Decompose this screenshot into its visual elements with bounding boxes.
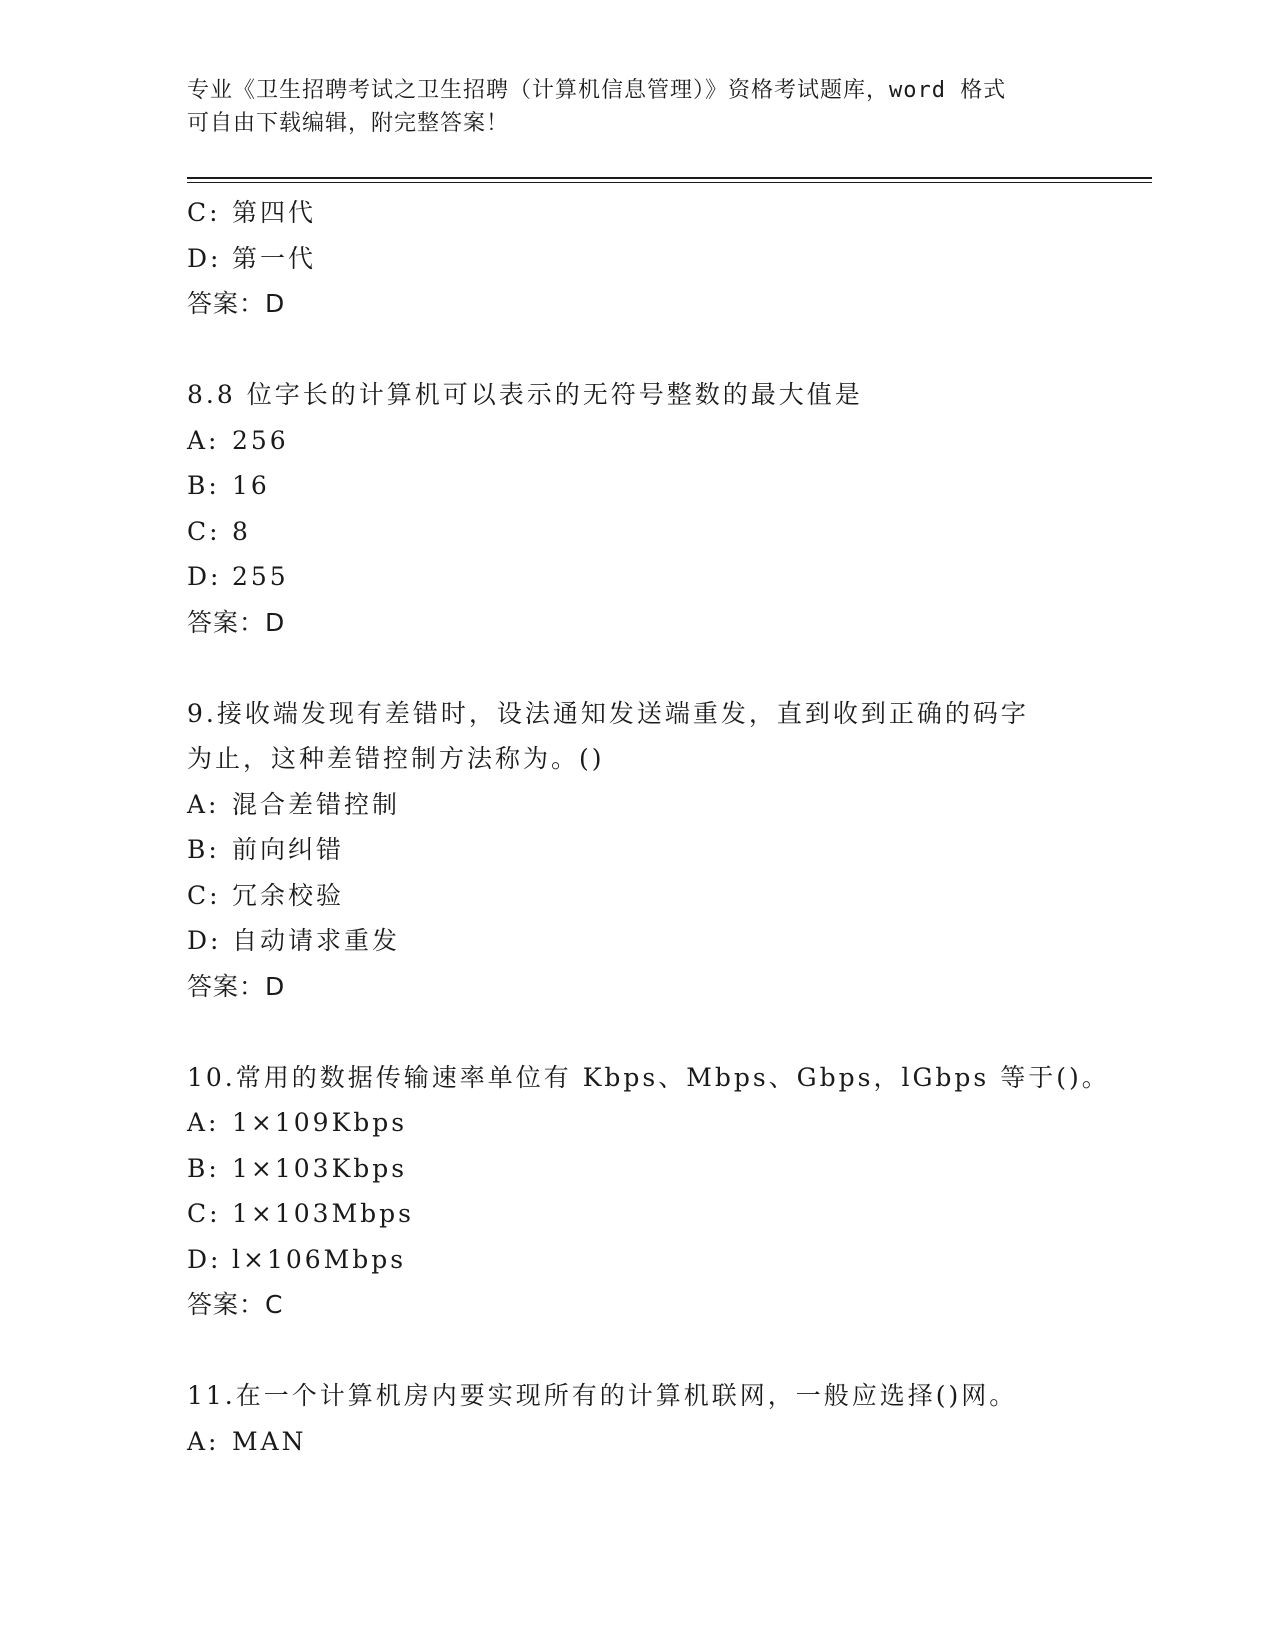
option-c: C: 8	[187, 516, 251, 546]
option-b: B: 前向纠错	[187, 835, 345, 864]
header-line-1: 专业《卫生招聘考试之卫生招聘（计算机信息管理）》资格考试题库，word 格式	[187, 78, 1007, 103]
option-c: C: 1×103Mbps	[187, 1199, 415, 1228]
option-a: A: MAN	[187, 1426, 307, 1456]
option-c: C: 第四代	[187, 198, 317, 227]
header-line-2: 可自由下载编辑，附完整答案！	[187, 111, 510, 136]
answer-line: 答案：D	[187, 289, 286, 318]
header-rule-thin	[187, 182, 1152, 183]
option-d: D: 第一代	[187, 243, 317, 273]
option-b: B: 16	[187, 471, 270, 500]
question-list	[187, 190, 1110, 1464]
option-a: A: 1×109Kbps	[187, 1108, 408, 1137]
document-header	[187, 74, 1087, 140]
option-d: D: 自动请求重发	[187, 926, 401, 955]
question-text-line-2: 为止，这种差错控制方法称为。()	[187, 744, 605, 773]
question-block-9	[187, 691, 1087, 1010]
answer-line: 答案：D	[187, 607, 286, 637]
option-d: D: 255	[187, 562, 289, 591]
question-block-8	[187, 372, 1087, 645]
answer-line: 答案：D	[187, 971, 286, 1001]
header-rule-thick	[187, 177, 1152, 179]
question-block-10	[187, 1055, 1110, 1328]
option-d: D: l×106Mbps	[187, 1244, 407, 1274]
question-text-line-1: 9.接收端发现有差错时，设法通知发送端重发，直到收到正确的码字	[187, 698, 1029, 728]
question-text: 11.在一个计算机房内要实现所有的计算机联网，一般应选择()网。	[187, 1381, 1018, 1410]
answer-line: 答案：C	[187, 1290, 284, 1319]
question-text: 8.8 位字长的计算机可以表示的无符号整数的最大值是	[187, 380, 863, 409]
option-a: A: 256	[187, 425, 289, 455]
option-b: B: 1×103Kbps	[187, 1153, 408, 1183]
option-a: A: 混合差错控制	[187, 789, 401, 819]
question-text: 10.常用的数据传输速率单位有 Kbps、Mbps、Gbps，lGbps 等于()。	[187, 1062, 1110, 1092]
question-block-11	[187, 1373, 1087, 1464]
question-block-7-continued	[187, 190, 1087, 327]
option-c: C: 冗余校验	[187, 880, 345, 910]
